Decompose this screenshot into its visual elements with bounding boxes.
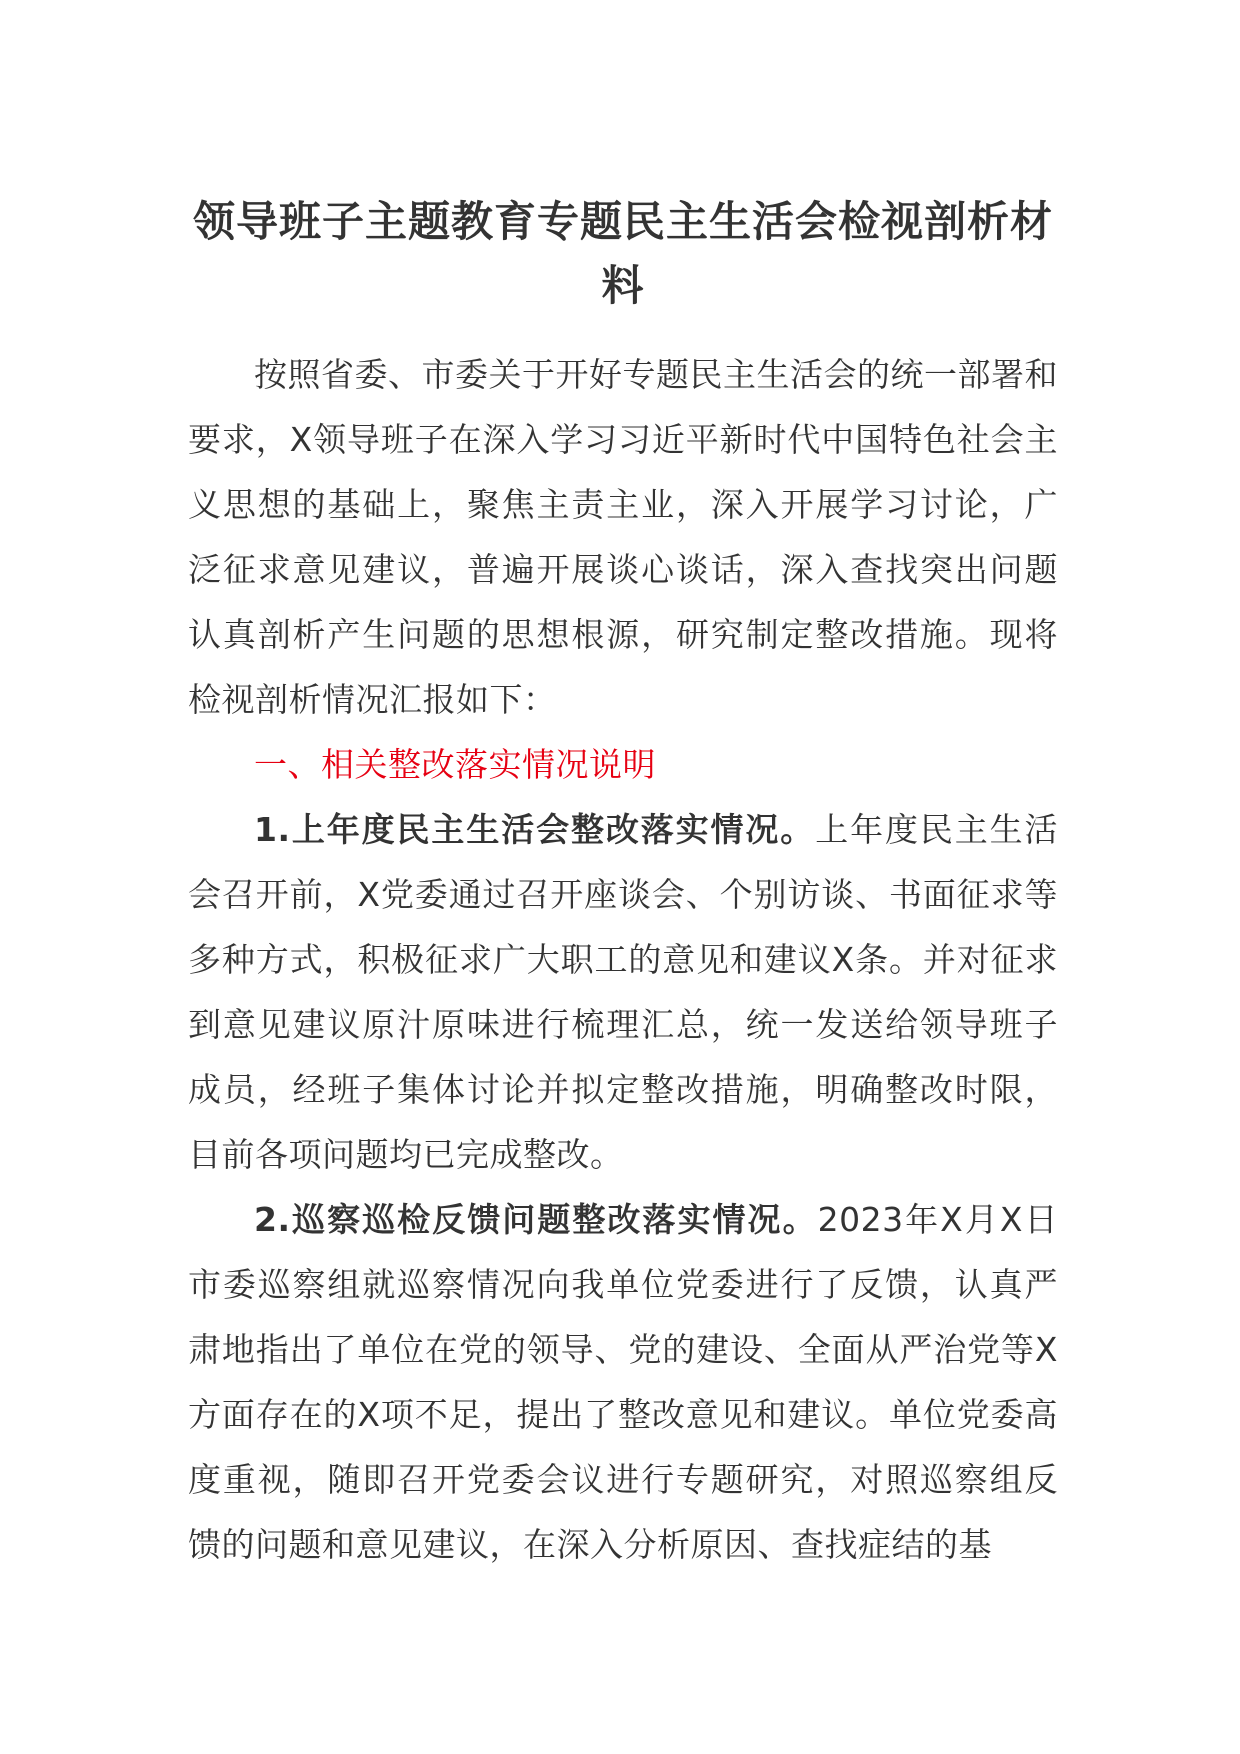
section-item-2-text: 2023年X月X日市委巡察组就巡察情况向我单位党委进行了反馈，认真严肃地指出了单位在党的领导、党的建设、全面从严治党等X方面存在的X项不足，提出了整改意见和建议。单位党委高度重视，随即召开党委会议进行专题研究，对照巡察组反馈的问题和意见建议，在深入分析原因、查找症结的基 xyxy=(188,1200,1058,1564)
intro-paragraph: 按照省委、市委关于开好专题民主生活会的统一部署和要求，X领导班子在深入学习习近平新时代中国特色社会主义思想的基础上，聚焦主责主业，深入开展学习讨论，广泛征求意见建议，普遍开展谈心谈话，深入查找突出问题认真剖析产生问题的思想根源，研究制定整改措施。现将检视剖析情况汇报如下： xyxy=(188,355,1058,719)
document-page xyxy=(188,190,1058,1577)
section-item-1 xyxy=(188,797,1058,1187)
section-heading: 一、相关整改落实情况说明 xyxy=(254,745,656,784)
section-item-2 xyxy=(188,1187,1058,1577)
document-title: 领导班子主题教育专题民主生活会检视剖析材料 xyxy=(192,197,1053,310)
section-item-1-text: 上年度民主生活会召开前，X党委通过召开座谈会、个别访谈、书面征求等多种方式，积极征求广大职工的意见和建议X条。并对征求到意见建议原汁原味进行梳理汇总，统一发送给领导班子成员，经班子集体讨论并拟定整改措施，明确整改时限，目前各项问题均已完成整改。 xyxy=(188,810,1059,1174)
section-item-2-lead: 2.巡察巡检反馈问题整改落实情况。 xyxy=(254,1200,818,1239)
section-item-1-lead: 1.上年度民主生活会整改落实情况。 xyxy=(254,810,816,849)
